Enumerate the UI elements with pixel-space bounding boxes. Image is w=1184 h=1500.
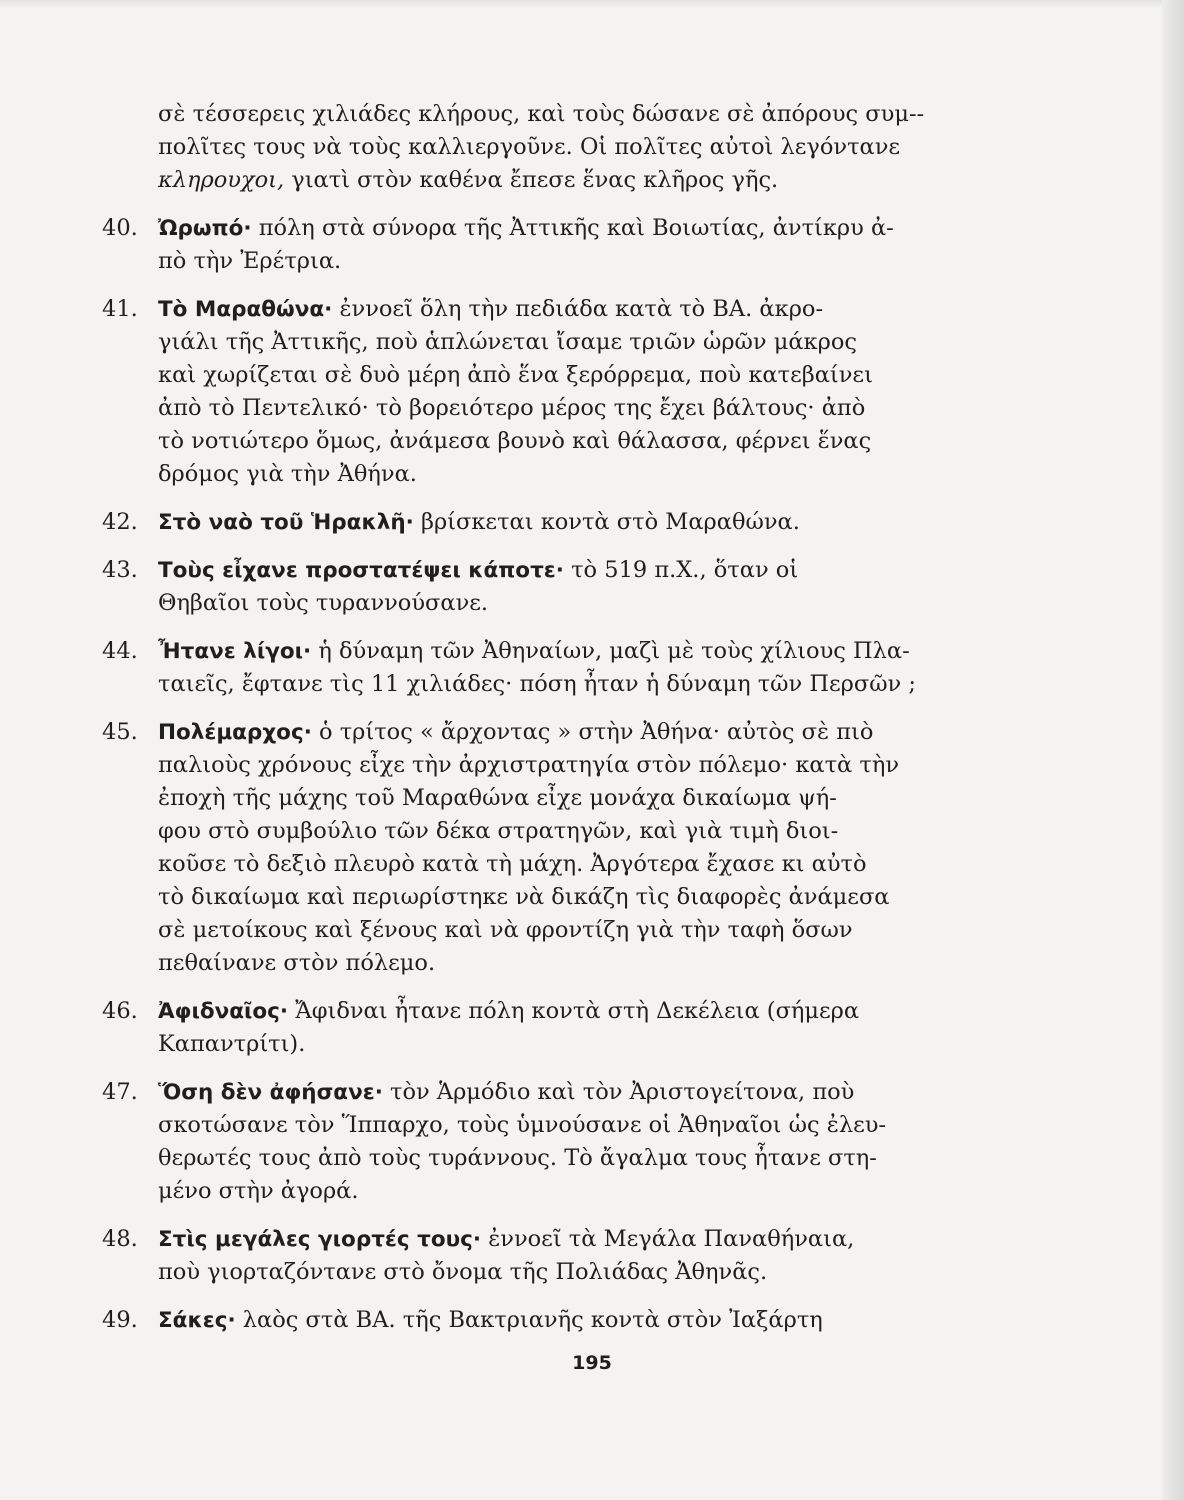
glossary-entry — [102, 506, 964, 539]
entry-line: μένο στὴν ἀγορά. — [158, 1178, 359, 1204]
entry-term: Ἀφιδναῖος· — [158, 999, 289, 1024]
glossary-entry — [102, 716, 964, 980]
entry-line: πὸ τὴν Ἐρέτρια. — [158, 248, 342, 274]
glossary-entry — [102, 1304, 964, 1337]
entry-term: Σάκες· — [158, 1308, 236, 1333]
glossary-entry — [102, 293, 964, 491]
entry-line: Θηβαῖοι τοὺς τυραννούσανε. — [158, 590, 489, 616]
entry-line: Καπαντρίτι). — [158, 1031, 306, 1057]
entry-first-line — [102, 1076, 964, 1109]
entry-term: Ὅση δὲν ἀφήσανε· — [158, 1080, 383, 1105]
entry-number: 44. — [102, 638, 138, 664]
entry-text: ἡ δύναμη τῶν Ἀθηναίων, μαζὶ μὲ τοὺς χίλιους Πλα- — [311, 638, 910, 664]
entry-number: 40. — [102, 215, 138, 241]
entry-line: σὲ μετοίκους καὶ ξένους καὶ νὰ φροντίζη γιὰ τὴν ταφὴ ὅσων — [158, 917, 853, 943]
entry-number: 47. — [102, 1079, 138, 1105]
entry-first-line — [102, 1304, 964, 1337]
entry-line: ταιεῖς, ἔφτανε τὶς 11 χιλιάδες· πόση ἦταν ἡ δύναμη τῶν Περσῶν ; — [158, 671, 916, 697]
entry-text: τὸν Ἁρμόδιο καὶ τὸν Ἀριστογείτονα, ποὺ — [382, 1079, 855, 1105]
entry-term: Πολέμαρχος· — [158, 720, 312, 745]
glossary-entry — [102, 1076, 964, 1208]
page-top-edge — [0, 0, 1184, 8]
entry-line: καὶ χωρίζεται σὲ δυὸ μέρη ἀπὸ ἕνα ξερόρρεμα, ποὺ κατεβαίνει — [158, 362, 873, 388]
entry-first-line — [102, 212, 964, 245]
intro-line: κληρουχοι, γιατὶ στὸν καθένα ἔπεσε ἕνας κλῆρος γῆς. — [158, 167, 779, 193]
entry-text: λαὸς στὰ ΒΑ. τῆς Βακτριανῆς κοντὰ στὸν Ἰαξάρτη — [235, 1307, 823, 1333]
entry-text: ἐννοεῖ τὰ Μεγάλα Παναθήναια, — [481, 1226, 855, 1252]
entry-first-line — [102, 716, 964, 749]
entry-number: 43. — [102, 557, 138, 583]
entry-line: τὸ δικαίωμα καὶ περιωρίστηκε νὰ δικάζη τὶς διαφορὲς ἀνάμεσα — [158, 884, 890, 910]
entry-first-line — [102, 554, 964, 587]
entry-number: 45. — [102, 719, 138, 745]
entry-term: Ὠρωπό· — [158, 216, 252, 241]
entry-line: τὸ νοτιώτερο ὅμως, ἀνάμεσα βουνὸ καὶ θάλασσα, φέρνει ἕνας — [158, 428, 872, 454]
italic-term: κληρουχοι, — [158, 167, 285, 193]
entry-term: Τὸ Μαραθώνα· — [158, 297, 333, 322]
entry-number: 48. — [102, 1226, 138, 1252]
entry-line: γιάλι τῆς Ἀττικῆς, ποὺ ἁπλώνεται ἴσαμε τριῶν ὡρῶν μάκρος — [158, 329, 857, 355]
entry-text: πόλη στὰ σύνορα τῆς Ἀττικῆς καὶ Βοιωτίας, ἀντίκρυ ἀ- — [251, 215, 894, 241]
entry-first-line — [102, 506, 964, 539]
page-body — [102, 98, 964, 1337]
glossary-entry — [102, 554, 964, 620]
glossary-entry — [102, 212, 964, 278]
entry-text: βρίσκεται κοντὰ στὸ Μαραθώνα. — [413, 509, 800, 535]
entry-line: δρόμος γιὰ τὴν Ἀθήνα. — [158, 461, 417, 487]
entry-first-line — [102, 635, 964, 668]
entry-number: 49. — [102, 1307, 138, 1333]
entry-term: Στὸ ναὸ τοῦ Ἡρακλῆ· — [158, 510, 414, 535]
entry-first-line — [102, 1223, 964, 1256]
entry-number: 41. — [102, 296, 138, 322]
glossary-entry — [102, 1223, 964, 1289]
entry-first-line — [102, 293, 964, 326]
entry-first-line — [102, 995, 964, 1028]
entry-term: Στὶς μεγάλες γιορτές τους· — [158, 1227, 482, 1252]
entry-line: κοῦσε τὸ δεξιὸ πλευρὸ κατὰ τὴ μάχη. Ἀργότερα ἔχασε κι αὐτὸ — [158, 851, 867, 877]
glossary-entries — [102, 212, 964, 1337]
entry-term: Ἦτανε λίγοι· — [158, 639, 312, 664]
glossary-entry — [102, 995, 964, 1061]
entry-text: ὁ τρίτος « ἄρχοντας » στὴν Ἀθήνα· αὐτὸς σὲ πιὸ — [311, 719, 874, 745]
intro-line: πολῖτες τους νὰ τοὺς καλλιεργοῦνε. Οἱ πολῖτες αὐτοὶ λεγόντανε — [158, 134, 901, 160]
entry-term: Τοὺς εἶχανε προστατέψει κάποτε· — [158, 558, 564, 583]
entry-line: ἀπὸ τὸ Πεντελικό· τὸ βορειότερο μέρος της ἔχει βάλτους· ἀπὸ — [158, 395, 866, 421]
entry-number: 46. — [102, 998, 138, 1024]
entry-line: ἐποχὴ τῆς μάχης τοῦ Μαραθώνα εἶχε μονάχα δικαίωμα ψή- — [158, 785, 837, 811]
page-number: 195 — [572, 1352, 612, 1374]
glossary-entry — [102, 635, 964, 701]
page-right-edge — [1162, 0, 1184, 1500]
entry-number: 42. — [102, 509, 138, 535]
entry-line: σκοτώσανε τὸν Ἵππαρχο, τοὺς ὑμνούσανε οἱ Ἀθηναῖοι ὡς ἐλευ- — [158, 1112, 887, 1138]
entry-line: φου στὸ συμβούλιο τῶν δέκα στρατηγῶν, καὶ γιὰ τιμὴ διοι- — [158, 818, 839, 844]
entry-text: τὸ 519 π.Χ., ὅταν οἱ — [563, 557, 799, 583]
entry-line: θερωτές τους ἀπὸ τοὺς τυράννους. Τὸ ἄγαλμα τους ἦτανε στη- — [158, 1145, 877, 1171]
intro-line: σὲ τέσσερεις χιλιάδες κλήρους, καὶ τοὺς δώσανε σὲ ἀπόρους συμ-- — [158, 101, 925, 127]
intro-paragraph — [102, 98, 964, 197]
entry-text: Ἄφιδναι ἦτανε πόλη κοντὰ στὴ Δεκέλεια (σήμερα — [288, 998, 860, 1024]
entry-line: παλιοὺς χρόνους εἶχε τὴν ἀρχιστρατηγία στὸν πόλεμο· κατὰ τὴν — [158, 752, 899, 778]
entry-line: ποὺ γιορταζόντανε στὸ ὄνομα τῆς Πολιάδας Ἀθηνᾶς. — [158, 1259, 768, 1285]
entry-line: πεθαίνανε στὸν πόλεμο. — [158, 950, 436, 976]
entry-text: ἐννοεῖ ὅλη τὴν πεδιάδα κατὰ τὸ ΒΑ. ἀκρο- — [332, 296, 824, 322]
